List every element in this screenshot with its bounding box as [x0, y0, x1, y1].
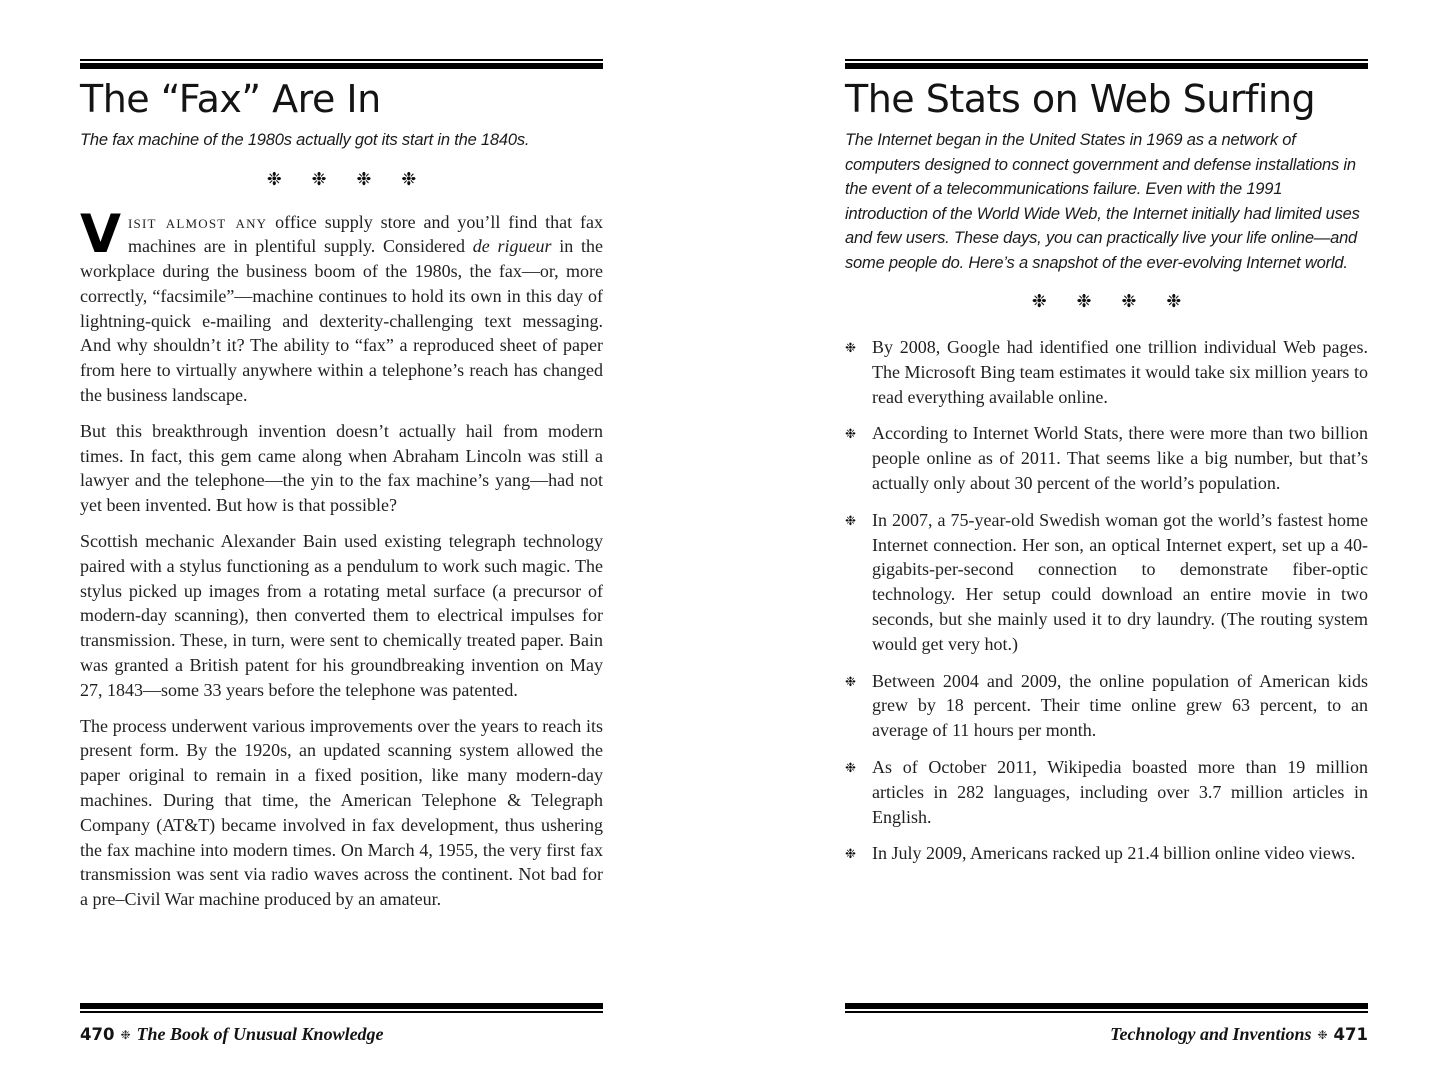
left-page-content — [80, 69, 603, 912]
list-item — [845, 508, 1368, 657]
section-title-footer: Technology and Inventions — [1110, 1023, 1312, 1044]
body-paragraph: Scottish mechanic Alexander Bain used existing telegraph technology paired with a stylus functioning as a pendulum to work such magic. The stylus picked up images from a rotating metal surface (a precursor of modern-day scanning), then converted them to electrical impulses for transmission. These, in turn, were sent to chemically treated paper. Bain was granted a British patent for his groundbreaking invention on May 27, 1843—some 33 years before the telephone was patented. — [80, 531, 603, 700]
paragraph-text: office supply store and you’ll find that fax machines are in plentiful supply. Considered — [128, 211, 603, 257]
page-number: 471 — [1333, 1024, 1368, 1044]
left-page-footer — [80, 1003, 603, 1045]
top-double-rule — [80, 59, 603, 69]
asterisk-ornament-icon: ❉ — [1076, 291, 1092, 312]
bottom-double-rule — [80, 1003, 603, 1013]
list-item-text: Between 2004 and 2009, the online population of American kids grew by 18 percent. Their time online grew 63 percent, to an average of 11 hours per month. — [872, 670, 1368, 741]
asterisk-bullet-icon: ❉ — [845, 847, 856, 863]
rule-thick-line — [80, 63, 603, 69]
fact-list — [845, 335, 1368, 866]
asterisk-ornament-icon: ❉ — [356, 168, 372, 190]
ornament-divider — [845, 290, 1368, 314]
page-right — [845, 0, 1368, 1084]
italic-phrase: de rigueur — [472, 236, 552, 257]
list-item-text: By 2008, Google had identified one trillion individual Web pages. The Microsoft Bing team estimates it would take six million years to read everything available online. — [872, 337, 1368, 407]
page-left — [80, 0, 603, 1084]
book-title-footer: The Book of Unusual Knowledge — [136, 1023, 384, 1044]
asterisk-ornament-icon: ❉ — [311, 168, 327, 190]
body-paragraph — [80, 203, 603, 408]
asterisk-bullet-icon: ❉ — [845, 674, 856, 690]
list-item — [845, 335, 1368, 409]
page-title: The Stats on Web Surfing — [845, 77, 1316, 121]
list-item-text: In 2007, a 75-year-old Swedish woman got the world’s fastest home Internet connection. Her son, an optical Internet expert, set up a 40-gigabits-per-second connection to demonstrate fiber-optic technology. Her setup could download an entire movie in two seconds, but she mainly used it to dry laundry. (The routing system would get very hot.) — [872, 509, 1368, 654]
rule-thin-line — [80, 1011, 603, 1013]
list-item — [845, 755, 1368, 829]
list-item-text: According to Internet World Stats, there were more than two billion people online as of 2011. That seems like a big number, but that’s actually only about 30 percent of the world’s population. — [872, 423, 1368, 493]
body-paragraph: The process underwent various improvements over the years to reach its present form. By the 1920s, an updated scanning system allowed the paper original to remain in a fixed position, like many modern-day machines. During that time, the American Telephone & Telegraph Company (AT&T) became involved in fax development, thus ushering the fax machine into modern times. On March 4, 1955, the very first fax transmission was sent via radio waves across the continent. Not bad for a pre–Civil War machine produced by an amateur. — [80, 715, 603, 910]
rule-thick-line — [845, 63, 1368, 69]
right-page-footer — [845, 1003, 1368, 1045]
list-item-text: In July 2009, Americans racked up 21.4 billion online video views. — [872, 843, 1356, 864]
rule-thin-line — [845, 1011, 1368, 1013]
list-item — [845, 421, 1368, 495]
asterisk-ornament-icon: ❉ — [1121, 291, 1137, 312]
asterisk-bullet-icon: ❉ — [845, 513, 856, 529]
paragraph-text: in the workplace during the business boom of the 1980s, the fax—or, more correctly, “facsimile”—machine continues to hold its own in this day of lightning-quick e-mailing and dexterity-challenging text messaging. And why shouldn’t it? The ability to “fax” a reproduced sheet of paper from here to virtually anywhere within a telephone’s reach has changed the business landscape. — [80, 236, 603, 406]
page-subtitle: The Internet began in the United States in 1969 as a network of computers designed to connect government and defense installations in the event of a telecommunications failure. Even with the 1991 introduction of the World Wide Web, the Internet initially had limited uses and few users. These days, you can practically live your life online—and some people do. Here’s a snapshot of the ever-evolving Internet world. — [845, 131, 1360, 272]
ornament-divider — [80, 168, 603, 192]
asterisk-bullet-icon: ❉ — [845, 760, 856, 776]
opening-small-caps: isit almost any — [128, 211, 268, 232]
asterisk-ornament-icon: ❉ — [266, 168, 282, 190]
page-number: 470 — [80, 1024, 115, 1044]
right-page-content — [845, 69, 1368, 878]
running-footer — [845, 1024, 1368, 1045]
asterisk-ornament-icon: ❉ — [401, 168, 417, 190]
running-footer — [80, 1024, 603, 1045]
page-subtitle: The fax machine of the 1980s actually got its start in the 1840s. — [80, 131, 530, 149]
asterisk-ornament-icon: ❉ — [1031, 291, 1047, 312]
list-item — [845, 841, 1368, 866]
bottom-double-rule — [845, 1003, 1368, 1013]
list-item-text: As of October 2011, Wikipedia boasted more than 19 million articles in 282 languages, including over 3.7 million articles in English. — [872, 756, 1368, 827]
asterisk-ornament-icon: ❉ — [1166, 291, 1182, 312]
body-paragraph: But this breakthrough invention doesn’t actually hail from modern times. In fact, this gem came along when Abraham Lincoln was still a lawyer and the telephone—the yin to the fax machine’s yang—had not yet been invented. But how is that possible? — [80, 420, 603, 516]
asterisk-ornament-icon: ❉ — [1317, 1027, 1328, 1042]
asterisk-bullet-icon: ❉ — [845, 427, 856, 443]
asterisk-ornament-icon: ❉ — [120, 1027, 131, 1042]
article-body — [80, 203, 603, 913]
drop-cap: V — [80, 203, 122, 265]
page-title: The “Fax” Are In — [80, 77, 381, 121]
top-double-rule — [845, 59, 1368, 69]
list-item — [845, 669, 1368, 743]
asterisk-bullet-icon: ❉ — [845, 341, 856, 356]
